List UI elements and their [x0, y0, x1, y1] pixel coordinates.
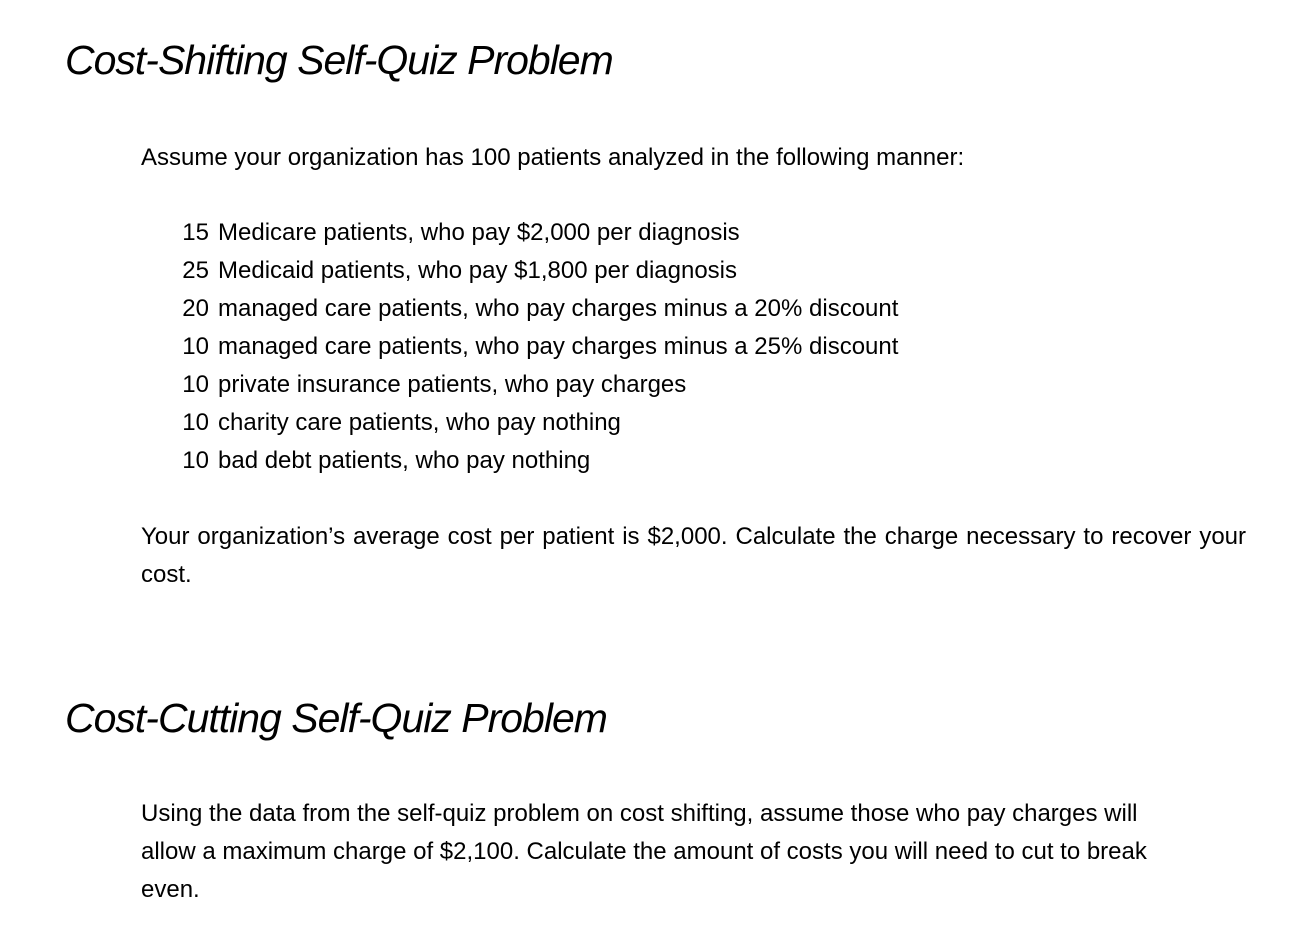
patient-count: 10	[182, 447, 209, 474]
patient-count: 10	[182, 409, 209, 436]
patient-list	[0, 214, 1298, 480]
patient-row	[0, 442, 1298, 480]
patient-row	[0, 404, 1298, 442]
patient-row	[0, 290, 1298, 328]
patient-description: Medicaid patients, who pay $1,800 per diagnosis	[218, 257, 737, 284]
patient-description: Medicare patients, who pay $2,000 per diagnosis	[218, 219, 740, 246]
patient-count: 25	[182, 257, 209, 284]
cost-shifting-section	[0, 34, 1298, 594]
patient-count: 20	[182, 295, 209, 322]
cost-cutting-section	[0, 692, 1298, 909]
patient-description: managed care patients, who pay charges minus a 20% discount	[218, 295, 899, 322]
patient-description: charity care patients, who pay nothing	[218, 409, 621, 436]
patient-row	[0, 366, 1298, 404]
patient-count: 10	[182, 371, 209, 398]
patient-row	[0, 328, 1298, 366]
cost-shifting-title: Cost-Shifting Self-Quiz Problem	[65, 37, 613, 83]
patient-count: 15	[182, 219, 209, 246]
patient-row	[0, 252, 1298, 290]
patient-description: bad debt patients, who pay nothing	[218, 447, 591, 474]
cost-cutting-question: Using the data from the self-quiz problem on cost shifting, assume those who pay charges will allow a maximum charge of $2,100. Calculate the amount of costs you will need to cut to break even.	[141, 800, 1147, 903]
patient-description: private insurance patients, who pay charges	[218, 371, 687, 398]
cost-shifting-question: Your organization’s average cost per patient is $2,000. Calculate the charge necessary to recover your cost.	[141, 523, 1246, 588]
patient-description: managed care patients, who pay charges minus a 25% discount	[218, 333, 899, 360]
patient-row	[0, 214, 1298, 252]
patient-count: 10	[182, 333, 209, 360]
cost-shifting-intro: Assume your organization has 100 patients analyzed in the following manner:	[141, 144, 965, 171]
cost-cutting-title: Cost-Cutting Self-Quiz Problem	[65, 695, 607, 741]
